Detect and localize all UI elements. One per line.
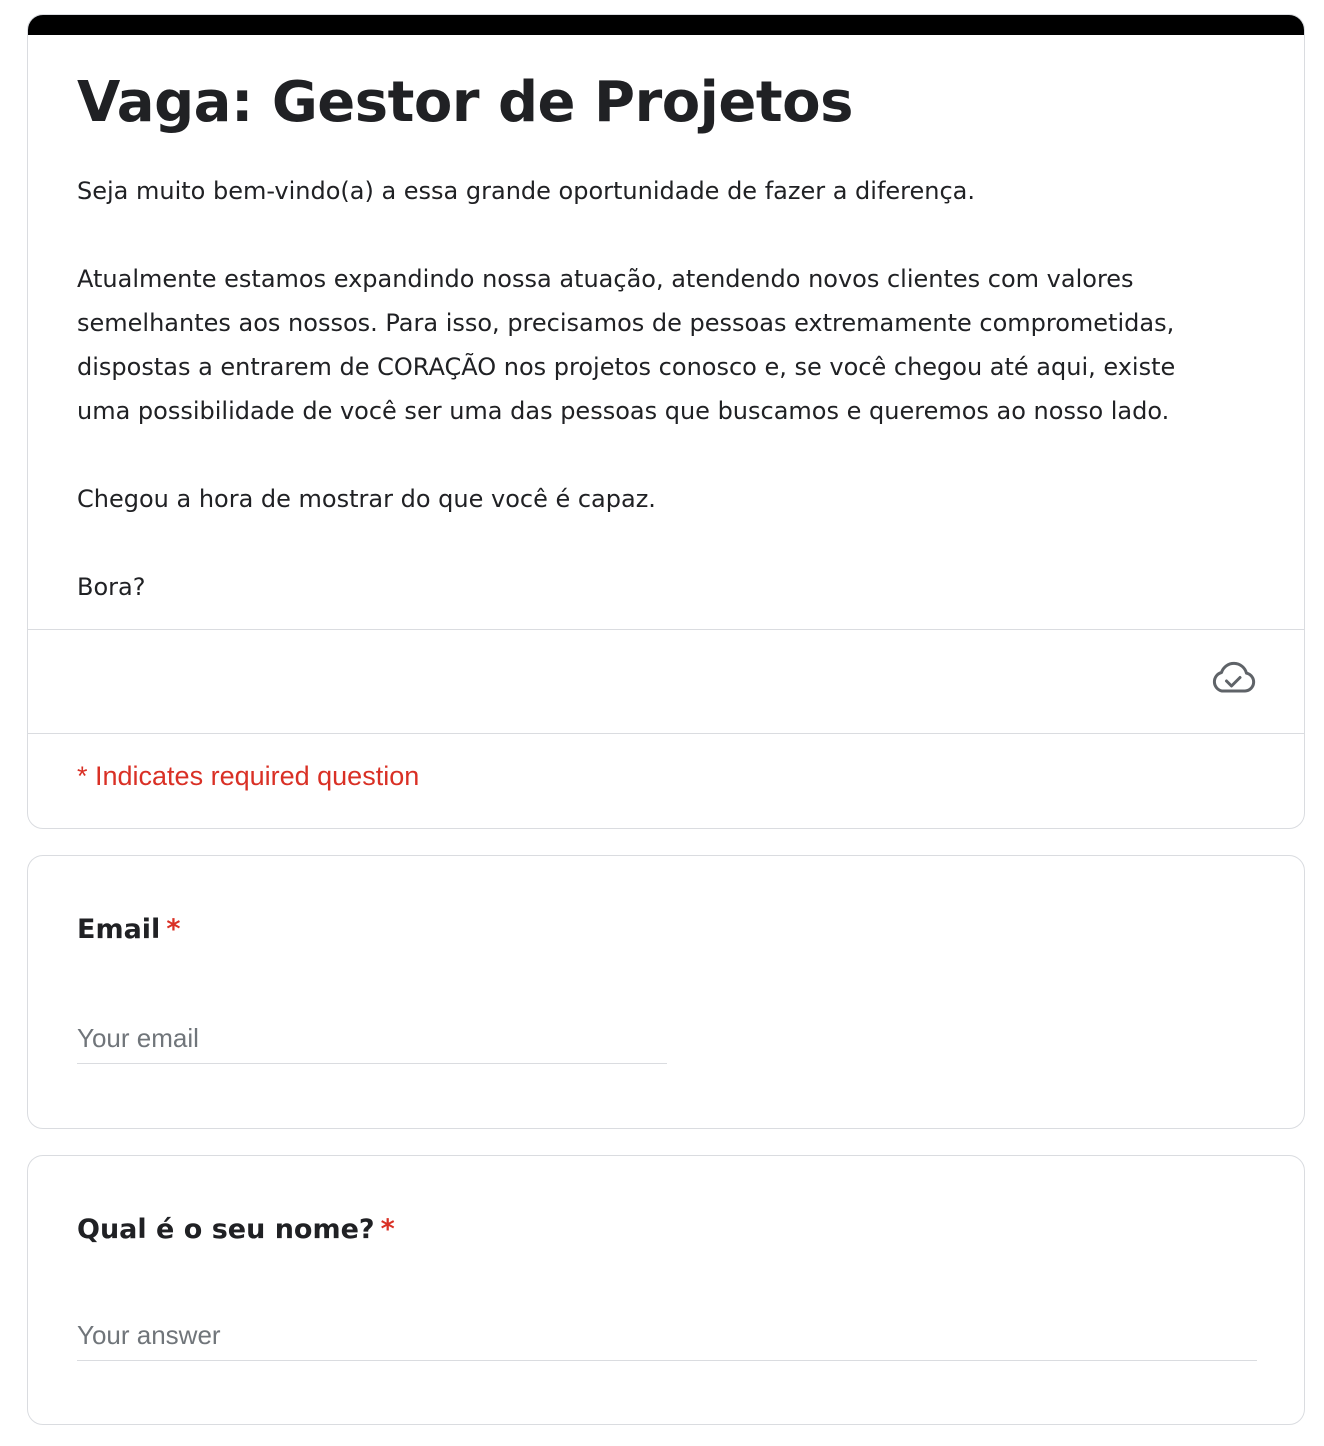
form-accent-bar xyxy=(28,15,1304,35)
question-title: Qual é o seu nome? xyxy=(77,1214,375,1245)
header-divider xyxy=(28,629,1304,630)
cloud-check-icon[interactable] xyxy=(1209,658,1257,698)
question-card-name xyxy=(27,1155,1305,1425)
question-label xyxy=(77,910,180,950)
description-gap xyxy=(77,521,1267,565)
form-description xyxy=(77,169,1267,609)
question-card-email xyxy=(27,855,1305,1129)
description-gap xyxy=(77,433,1267,477)
form-header-card xyxy=(27,14,1305,829)
required-question-note: * Indicates required question xyxy=(77,761,420,791)
required-asterisk: * xyxy=(166,914,181,945)
question-title: Email xyxy=(77,914,161,945)
header-divider xyxy=(28,733,1304,734)
form-title: Vaga: Gestor de Projetos xyxy=(77,70,853,135)
description-line: Atualmente estamos expandindo nossa atuação, atendendo novos clientes com valores xyxy=(77,265,1134,293)
required-asterisk: * xyxy=(380,1214,395,1245)
description-gap xyxy=(77,213,1267,257)
description-line: Chegou a hora de mostrar do que você é capaz. xyxy=(77,485,656,513)
question-label xyxy=(77,1210,395,1250)
description-line: uma possibilidade de você ser uma das pessoas que buscamos e queremos ao nosso lado. xyxy=(77,397,1170,425)
description-line: Bora? xyxy=(77,573,146,601)
name-input[interactable] xyxy=(77,1311,1257,1361)
email-input[interactable] xyxy=(77,1014,667,1064)
description-line: dispostas a entrarem de CORAÇÃO nos projetos conosco e, se você chegou até aqui, existe xyxy=(77,353,1176,381)
description-line: semelhantes aos nossos. Para isso, precisamos de pessoas extremamente comprometidas, xyxy=(77,309,1175,337)
description-line: Seja muito bem-vindo(a) a essa grande oportunidade de fazer a diferença. xyxy=(77,177,976,205)
